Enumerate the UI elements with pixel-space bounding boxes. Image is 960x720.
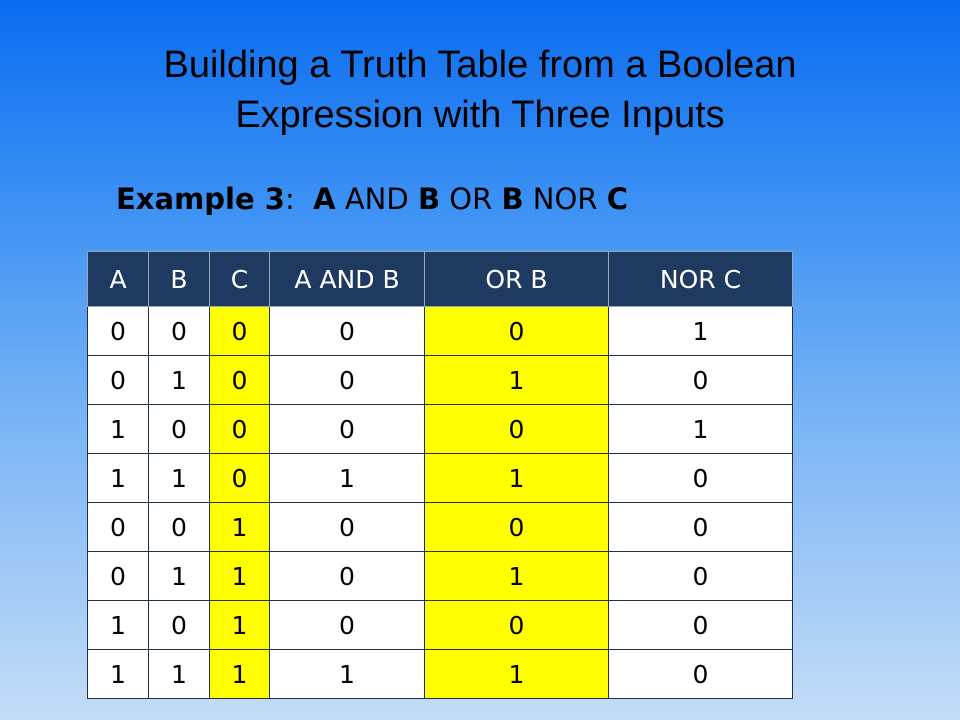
cell-c: 0 [210,454,270,503]
table-row [88,503,793,552]
cell-c: 1 [210,552,270,601]
cell-or-b: 0 [425,601,609,650]
expr-term-b: B [417,182,441,216]
cell-a: 1 [88,454,149,503]
table-row [88,552,793,601]
example-expression [116,174,628,224]
cell-b: 0 [149,307,210,356]
cell-or-b: 1 [425,552,609,601]
table-row [88,405,793,454]
expr-op-or: OR [449,182,493,216]
column-header-b: B [149,252,210,307]
cell-a-and-b: 1 [270,650,425,699]
example-label: Example 3 [116,182,285,216]
cell-nor-c: 1 [609,307,793,356]
cell-or-b: 0 [425,405,609,454]
cell-c: 0 [210,356,270,405]
cell-a-and-b: 0 [270,552,425,601]
cell-a-and-b: 0 [270,356,425,405]
cell-a-and-b: 0 [270,307,425,356]
column-header-nor-c: NOR C [609,252,793,307]
cell-c: 1 [210,601,270,650]
cell-a: 0 [88,307,149,356]
cell-b: 0 [149,503,210,552]
cell-or-b: 1 [425,650,609,699]
slide-title-line-1: Building a Truth Table from a Boolean [163,44,797,86]
table-row [88,356,793,405]
cell-b: 0 [149,601,210,650]
table-header-row [88,252,793,307]
table-row [88,601,793,650]
cell-b: 0 [149,405,210,454]
table-row [88,650,793,699]
cell-a-and-b: 0 [270,503,425,552]
cell-c: 0 [210,307,270,356]
cell-a-and-b: 0 [270,601,425,650]
cell-a: 0 [88,356,149,405]
column-header-a: A [88,252,149,307]
cell-or-b: 0 [425,503,609,552]
slide-title [0,40,960,140]
cell-a: 0 [88,503,149,552]
cell-b: 1 [149,650,210,699]
table-row [88,454,793,503]
cell-b: 1 [149,552,210,601]
cell-a: 1 [88,405,149,454]
cell-b: 1 [149,454,210,503]
cell-a: 1 [88,650,149,699]
cell-nor-c: 0 [609,601,793,650]
cell-or-b: 0 [425,307,609,356]
expr-term-b-2: B [501,182,524,216]
expr-term-c: C [606,182,628,216]
cell-c: 0 [210,405,270,454]
cell-nor-c: 0 [609,650,793,699]
cell-b: 1 [149,356,210,405]
slide-title-line-2: Expression with Three Inputs [235,94,725,136]
cell-nor-c: 0 [609,552,793,601]
table-row [88,307,793,356]
cell-or-b: 1 [425,356,609,405]
cell-c: 1 [210,650,270,699]
cell-or-b: 1 [425,454,609,503]
cell-nor-c: 0 [609,356,793,405]
cell-a-and-b: 0 [270,405,425,454]
cell-nor-c: 0 [609,503,793,552]
example-colon: : [284,182,295,216]
cell-c: 1 [210,503,270,552]
cell-a: 0 [88,552,149,601]
column-header-a-and-b: A AND B [270,252,425,307]
cell-nor-c: 0 [609,454,793,503]
cell-a: 1 [88,601,149,650]
cell-a-and-b: 1 [270,454,425,503]
truth-table [87,251,793,699]
column-header-or-b: OR B [425,252,609,307]
column-header-c: C [210,252,270,307]
expr-op-and: AND [344,182,409,216]
expr-term-a: A [313,182,336,216]
expr-op-nor: NOR [532,182,598,216]
cell-nor-c: 1 [609,405,793,454]
